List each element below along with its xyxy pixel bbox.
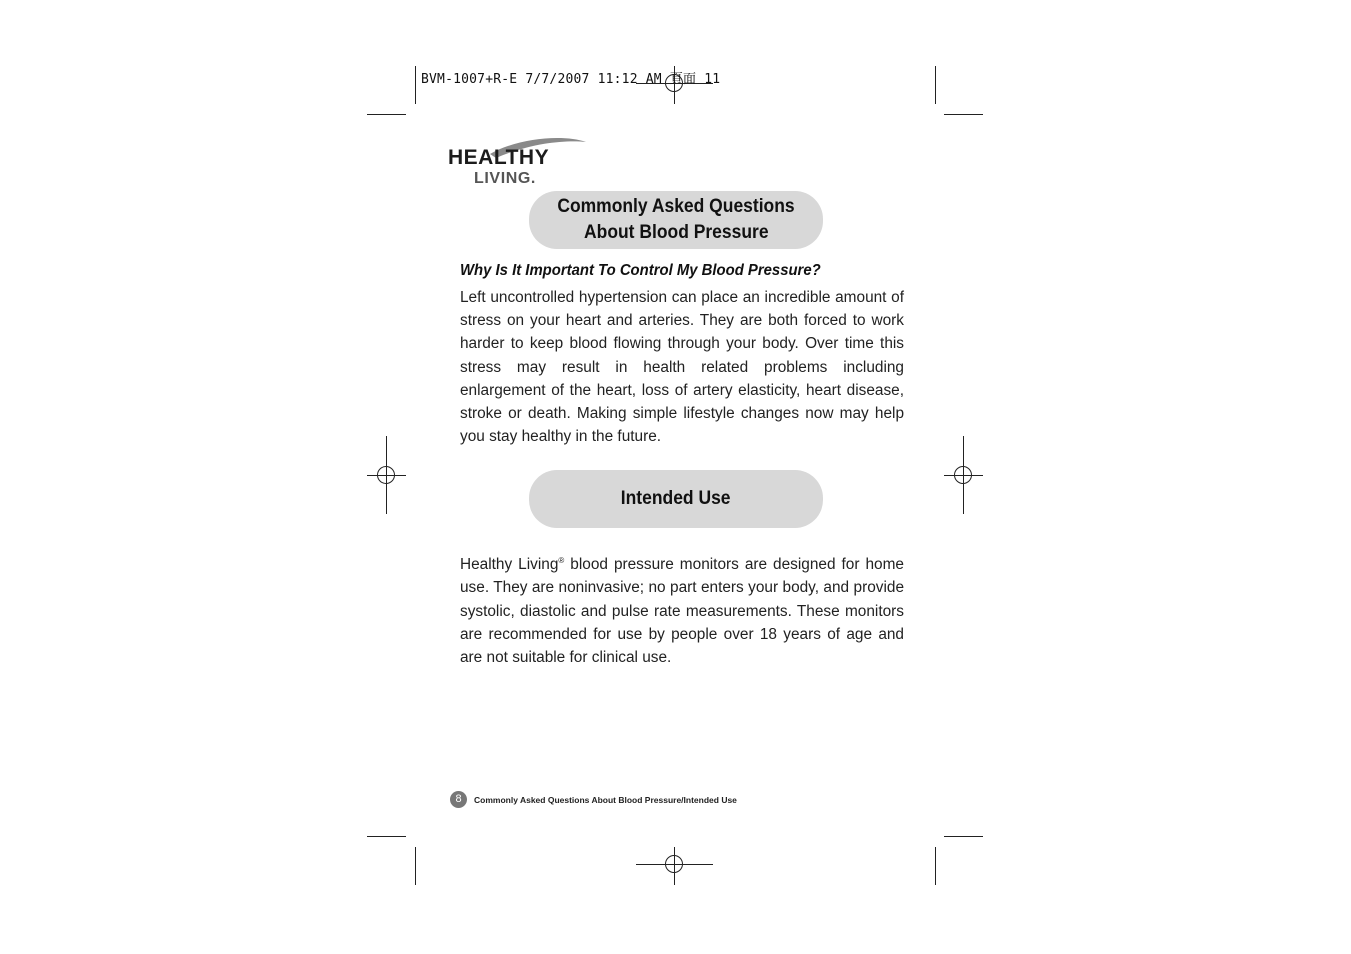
healthy-living-logo	[448, 136, 588, 192]
intended-use-paragraph	[460, 549, 904, 669]
footer-caption: Commonly Asked Questions About Blood Pressure/Intended Use	[474, 794, 737, 805]
logo-subword: LIVING.	[474, 170, 536, 187]
faq-paragraph	[460, 286, 904, 448]
crop-mark	[367, 114, 406, 115]
paragraph-text	[460, 549, 904, 669]
question-heading: Why Is It Important To Control My Blood Pressure?	[460, 262, 821, 279]
page-number-badge: 8	[450, 791, 467, 808]
heading-line: About Blood Pressure	[583, 222, 769, 243]
paragraph-rest: blood pressure monitors are designed for home use. They are noninvasive; no part enters your body, and provide systolic, diastolic and pulse rate measurements. These monitors are recommended for use by people over 18 years of age and are not suitable for clinical use.	[460, 556, 904, 666]
print-slug: BVM-1007+R-E 7/7/2007 11:12 AM 頁面 11	[421, 72, 721, 87]
paragraph-text: Left uncontrolled hypertension can place an incredible amount of stress on your heart and arteries. They are both forced to work harder to keep blood flowing through your body. Over time this stress may result in health related problems including enlargement of the heart, loss of artery elasticity, heart disease, stroke or death. Making simple lifestyle changes now may help you stay healthy in the future.	[460, 289, 904, 446]
registered-mark: ®	[558, 556, 565, 565]
registration-circle	[954, 466, 972, 484]
registration-circle	[377, 466, 395, 484]
heading-line: Commonly Asked Questions	[557, 196, 795, 217]
registration-circle	[665, 855, 683, 873]
crop-mark	[415, 847, 416, 885]
section-heading-intended-use	[529, 470, 823, 528]
crop-mark	[944, 836, 983, 837]
crop-mark	[415, 66, 416, 104]
heading-line: Intended Use	[621, 488, 731, 509]
page-footer	[450, 791, 737, 808]
crop-mark	[935, 847, 936, 885]
logo-wordmark: HEALTHY	[448, 146, 550, 169]
brand-name: Healthy Living	[460, 556, 559, 574]
crop-mark	[944, 114, 983, 115]
section-heading-faq	[529, 191, 823, 249]
crop-mark	[367, 836, 406, 837]
crop-mark	[935, 66, 936, 104]
